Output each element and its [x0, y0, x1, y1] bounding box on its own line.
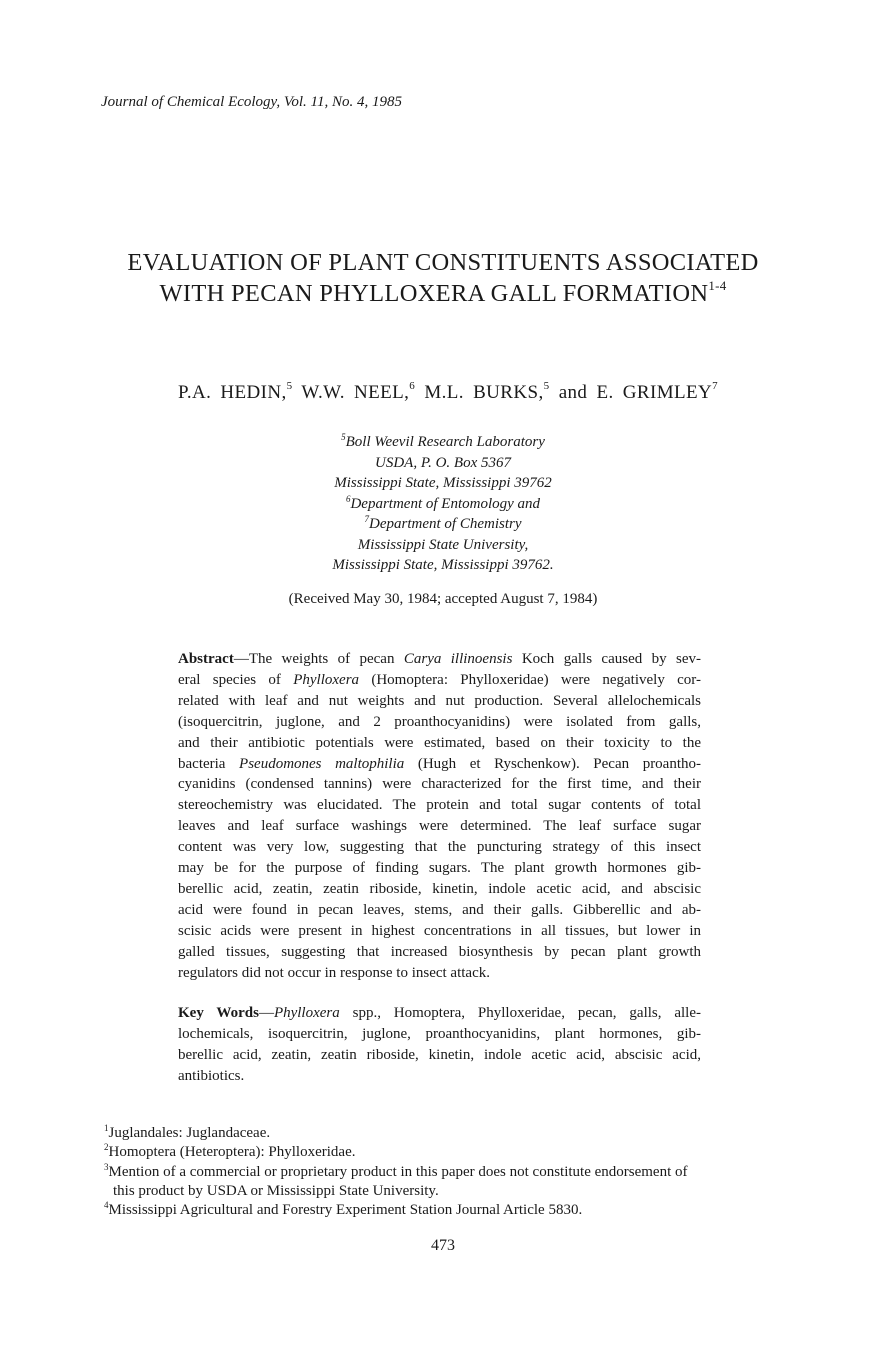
footnote-number: 1 — [104, 1123, 109, 1133]
footnote — [104, 1143, 784, 1162]
footnote-number: 2 — [104, 1142, 109, 1153]
key-words — [178, 1003, 701, 1087]
author-grimley-affil: 7 — [712, 380, 719, 392]
abstract-text: bacteria — [178, 755, 240, 772]
keywords-line: lochemicals, isoquercitrin, juglone, proanthocyanidins, plant hormones, gib- — [178, 1025, 701, 1042]
abstract-line: and their antibiotic potentials were estimated, based on their toxicity to the — [178, 734, 701, 751]
author-grimley: and E. GRIMLEY — [558, 382, 713, 403]
footnote — [104, 1124, 784, 1143]
abstract-line: acid were found in pecan leaves, stems, and their galls. Gibberellic and ab- — [178, 901, 701, 918]
abstract-italic: Pseudomones maltophilia — [239, 755, 405, 772]
title-line-2 — [60, 278, 826, 309]
affil-line — [230, 432, 656, 453]
abstract-text: (Hugh et Ryschenkow). Pecan proantho- — [404, 755, 702, 772]
affil-text: Department of Entomology and — [350, 495, 541, 512]
author-burks: M.L. BURKS, — [424, 382, 544, 403]
abstract-line: galled tissues, suggesting that increased biosynthesis by pecan plant growth — [178, 943, 701, 960]
keywords-line — [178, 1003, 701, 1024]
footnote-text: Homoptera (Heteroptera): Phylloxeridae. — [108, 1144, 356, 1161]
footnote-text: Mention of a commercial or proprietary product in this paper does not constitute endorsement of — [108, 1163, 688, 1180]
abstract-line: may be for the purpose of finding sugars. The plant growth hormones gib- — [178, 860, 701, 877]
abstract-label: Abstract — [178, 651, 234, 667]
keywords-text: — — [258, 1005, 274, 1021]
affil-line — [230, 514, 656, 535]
received-dates: (Received May 30, 1984; accepted August 7, 1984) — [288, 591, 598, 607]
keywords-italic: Phylloxera — [273, 1005, 340, 1021]
footnote-continuation: this product by USDA or Mississippi State University. — [113, 1182, 439, 1199]
affil-text: Department of Chemistry — [369, 516, 522, 532]
abstract-text: —The weights of pecan — [233, 651, 404, 667]
author-list — [60, 382, 836, 404]
abstract-italic: Phylloxera — [293, 671, 360, 688]
affil-line: Mississippi State, Mississippi 39762 — [334, 475, 552, 491]
affiliations — [230, 432, 656, 576]
affil-line: Mississippi State, Mississippi 39762. — [332, 557, 554, 573]
keywords-text: spp., Homoptera, Phylloxeridae, pecan, galls, alle- — [339, 1005, 701, 1021]
title-footnote-ref: 1-4 — [708, 278, 727, 293]
article-title — [60, 247, 826, 309]
abstract-line: berellic acid, zeatin, zeatin riboside, kinetin, indole acetic acid, and abscisic — [178, 880, 701, 897]
title-line-1: EVALUATION OF PLANT CONSTITUENTS ASSOCIATED — [127, 249, 759, 276]
abstract-line: regulators did not occur in response to insect attack. — [178, 964, 490, 981]
abstract-text: Koch galls caused by sev- — [512, 651, 702, 667]
affil-line — [230, 494, 656, 515]
abstract-line: content was very low, suggesting that the puncturing strategy of this insect — [178, 839, 701, 856]
author-neel: W.W. NEEL, — [301, 382, 410, 403]
author-hedin: P.A. HEDIN, — [177, 382, 287, 403]
author-hedin-affil: 5 — [286, 380, 293, 392]
author-burks-affil: 5 — [543, 380, 550, 392]
footnote-number: 3 — [104, 1161, 109, 1172]
title-line-2-text: WITH PECAN PHYLLOXERA GALL FORMATION — [159, 280, 709, 307]
journal-citation: Journal of Chemical Ecology, Vol. 11, No. 4, 1985 — [101, 94, 402, 110]
footnote — [104, 1201, 784, 1220]
footnotes — [104, 1124, 784, 1220]
affil-sup: 7 — [364, 514, 369, 524]
abstract-text: eral species of — [178, 671, 294, 688]
affil-line: Mississippi State University, — [357, 536, 529, 553]
abstract — [178, 649, 701, 984]
footnote-number: 4 — [104, 1200, 109, 1211]
affil-text: Boll Weevil Research Laboratory — [345, 434, 545, 450]
abstract-line: leaves and leaf surface washings were determined. The leaf surface sugar — [178, 818, 701, 835]
abstract-line — [178, 670, 701, 691]
abstract-line: cyanidins (condensed tannins) were characterized for the first time, and their — [178, 776, 701, 793]
author-neel-affil: 6 — [409, 380, 416, 392]
page-number: 473 — [431, 1237, 455, 1254]
abstract-line: scisic acids were present in highest concentrations in all tissues, but lower in — [178, 922, 701, 939]
keywords-line: antibiotics. — [178, 1067, 245, 1084]
abstract-italic: Carya illinoensis — [403, 651, 513, 667]
affil-line: USDA, P. O. Box 5367 — [375, 454, 511, 471]
affil-sup: 5 — [341, 432, 346, 442]
abstract-line: (isoquercitrin, juglone, and 2 proanthocyanidins) were isolated from galls, — [178, 713, 701, 730]
abstract-line: stereochemistry was elucidated. The protein and total sugar contents of total — [178, 797, 701, 814]
keywords-line: berellic acid, zeatin, zeatin riboside, kinetin, indole acetic acid, abscisic acid, — [178, 1046, 701, 1063]
abstract-line — [178, 649, 701, 670]
abstract-line — [178, 754, 701, 775]
footnote-text: Juglandales: Juglandaceae. — [108, 1125, 271, 1141]
abstract-text: (Homoptera: Phylloxeridae) were negatively cor- — [359, 671, 701, 688]
abstract-line: related with leaf and nut weights and nut production. Several allelochemicals — [178, 692, 701, 709]
affil-sup: 6 — [345, 493, 351, 504]
footnote — [104, 1163, 784, 1182]
keywords-label: Key Words — [178, 1005, 259, 1021]
footnote-text: Mississippi Agricultural and Forestry Experiment Station Journal Article 5830. — [108, 1202, 583, 1219]
